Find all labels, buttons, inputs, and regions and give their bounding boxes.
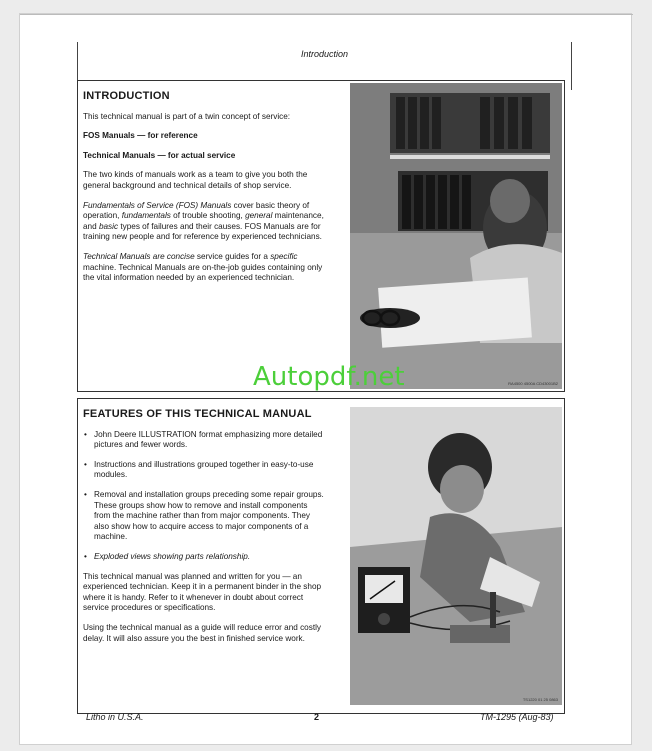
features-list <box>83 430 326 563</box>
manual-benefit-paragraph: Using the technical manual as a guide will reduce error and costly delay. It will also assure you the best in finished service work. <box>83 622 322 643</box>
feature-item: • Instructions and illustrations grouped together in easy-to-use modules. <box>84 459 314 480</box>
photo-caption: TS1220 01 25 0863 <box>522 697 558 702</box>
page-number: 2 <box>314 712 320 722</box>
watermark: Autopdf.net <box>253 362 405 392</box>
footer-litho: Litho in U.S.A. <box>86 712 144 722</box>
technician-meter-photo <box>350 407 562 705</box>
feature-item: • Removal and installation groups preceding some repair groups. These groups show how to remove and install components from the machine rather than from major components. They also show how to acquire access to major components of a machine. <box>84 489 324 542</box>
right-margin-rule <box>571 42 572 90</box>
manuals-team-paragraph: The two kinds of manuals work as a team to give you both the general background and technical details of shop service. <box>83 170 308 190</box>
top-rule <box>20 14 633 15</box>
intro-paragraph: This technical manual is part of a twin concept of service: <box>83 111 291 121</box>
features-text <box>83 409 326 653</box>
fos-manuals-line: FOS Manuals — for reference <box>83 131 198 141</box>
technician-bookshelf-photo <box>350 83 562 389</box>
introduction-section <box>77 80 565 392</box>
photo-caption: RA4500 4500A CD43001B2 <box>508 381 558 386</box>
introduction-text <box>83 91 326 293</box>
manual-purpose-paragraph: This technical manual was planned and written for you — an experienced technician. Keep it in a permanent binder in the shop where it is handy. Refer to it whenever in doubt about correct service procedures or specifications. <box>83 571 322 613</box>
feature-item: • John Deere ILLUSTRATION format emphasizing more detailed pictures and fewer words. <box>84 429 323 450</box>
technical-manuals-line: Technical Manuals — for actual service <box>83 150 236 160</box>
features-heading: FEATURES OF THIS TECHNICAL MANUAL <box>83 408 312 420</box>
fos-paragraph: Fundamentals of Service (FOS) Manuals cover basic theory of operation, fundamentals of trouble shooting, general maintenance, and basic types of failures and their causes. FOS Manuals are for training new people and for reference by experienced technicians. <box>83 200 324 242</box>
introduction-heading: INTRODUCTION <box>83 90 170 102</box>
running-header: Introduction <box>300 49 349 59</box>
feature-item: • Exploded views showing parts relationship. <box>84 551 251 561</box>
manual-page <box>19 13 632 745</box>
features-section <box>77 398 565 714</box>
manual-code: TM-1295 (Aug-83) <box>480 712 554 722</box>
technical-manuals-paragraph: Technical Manuals are concise service guides for a specific machine. Technical Manuals are on-the-job guides containing only the vital information needed by an experienced technician. <box>83 251 323 283</box>
